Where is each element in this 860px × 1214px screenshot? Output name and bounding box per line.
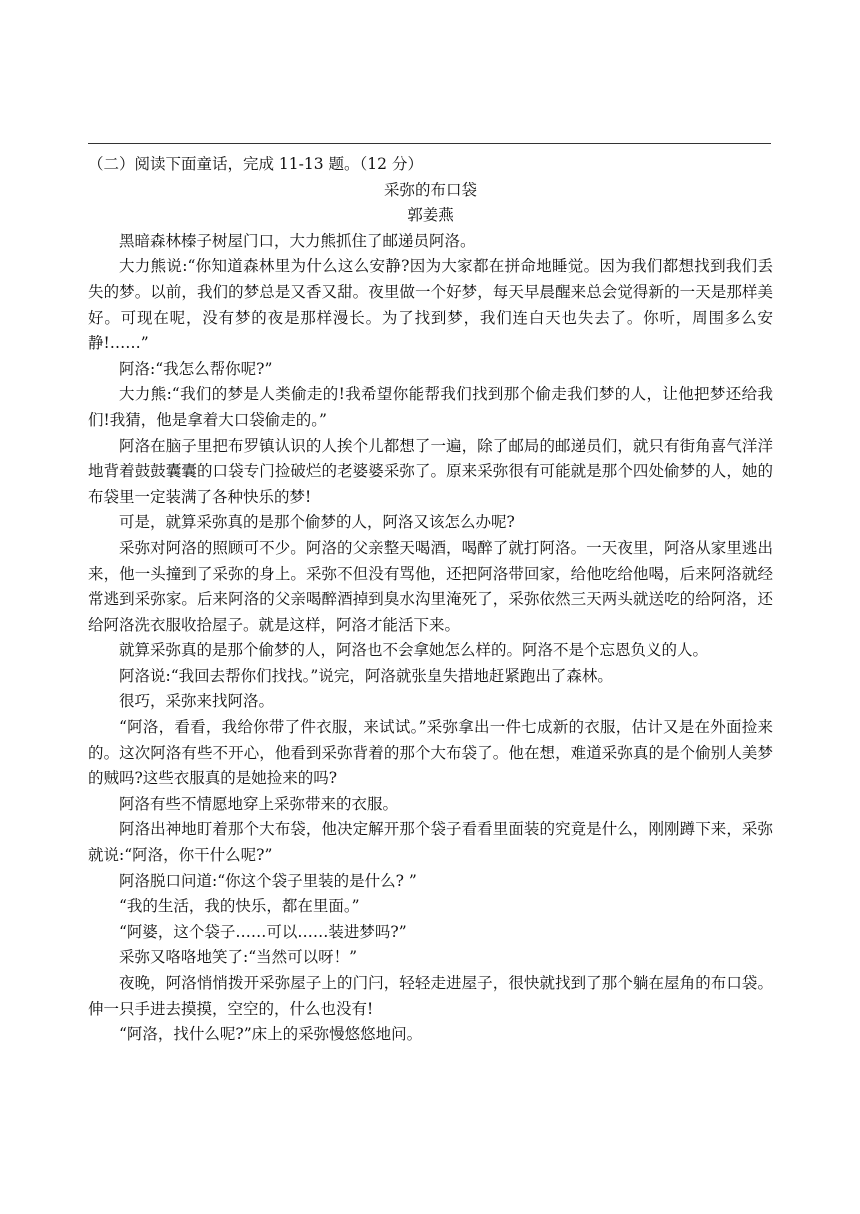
paragraph: 采弥对阿洛的照顾可不少。阿洛的父亲整天喝酒，喝醉了就打阿洛。一天夜里，阿洛从家里逃出来，他一头撞到了采弥的身上。采弥不但没有骂他，还把阿洛带回家，给他吃给他喝，后来阿洛就经常逃到采弥家。后来阿洛的父亲喝醉酒掉到臭水沟里淹死了，采弥依然三天两头就送吃的给阿洛，还给阿洛洗衣服收拾屋子。就是这样，阿洛才能活下来。 <box>88 538 773 634</box>
paragraph: “阿洛，看看，我给你带了件衣服，来试试。”采弥拿出一件七成新的衣服，估计又是在外面捡来的。这次阿洛有些不开心，他看到采弥背着的那个大布袋了。他在想，难道采弥真的是个偷别人美梦的贼吗?这些衣服真的是她捡来的吗? <box>88 718 773 788</box>
reading-passage <box>88 152 773 1048</box>
paragraph: 阿洛在脑子里把布罗镇认识的人挨个儿都想了一遍，除了邮局的邮递员们，就只有街角喜气洋洋地背着鼓鼓囊囊的口袋专门捡破烂的老婆婆采弥了。原来采弥很有可能就是那个四处偷梦的人，她的布袋里一定装满了各种快乐的梦! <box>88 436 773 506</box>
story-title: 采弥的布口袋 <box>383 180 477 199</box>
section-heading: （二）阅读下面童话，完成 11-13 题。（12 分） <box>88 155 423 173</box>
paragraph: “我的生活，我的快乐，都在里面。” <box>119 897 360 916</box>
paragraph: 夜晚，阿洛悄悄拨开采弥屋子上的门闩，轻轻走进屋子，很快就找到了那个躺在屋角的布口袋。伸一只手进去摸摸，空空的，什么也没有! <box>88 974 773 1018</box>
paragraph: “阿婆，这个袋子……可以……装进梦吗?” <box>119 922 407 941</box>
paragraph: 阿洛脱口问道:“你这个袋子里装的是什么? ” <box>119 871 417 890</box>
paragraph: 很巧，采弥来找阿洛。 <box>119 692 275 711</box>
paragraph: 大力熊:“我们的梦是人类偷走的!我希望你能帮我们找到那个偷走我们梦的人，让他把梦还给我们!我猜，他是拿着大口袋偷走的。” <box>88 385 773 429</box>
paragraph: 可是，就算采弥真的是那个偷梦的人，阿洛又该怎么办呢? <box>119 513 515 532</box>
paragraph: 采弥又咯咯地笑了:“当然可以呀！” <box>119 948 358 967</box>
paragraph: 阿洛有些不情愿地穿上采弥带来的衣服。 <box>119 794 399 813</box>
story-author: 郭姜燕 <box>407 206 454 225</box>
paragraph: 阿洛说:“我回去帮你们找找。”说完，阿洛就张皇失措地赶紧跑出了森林。 <box>119 666 613 685</box>
paragraph: 大力熊说:“你知道森林里为什么这么安静?因为大家都在拼命地睡觉。因为我们都想找到我们丢失的梦。以前，我们的梦总是又香又甜。夜里做一个好梦，每天早晨醒来总会觉得新的一天是那样美好。可现在呢，没有梦的夜是那样漫长。为了找到梦，我们连白天也失去了。你听，周围多么安静!……” <box>88 257 773 353</box>
paragraph: 就算采弥真的是那个偷梦的人，阿洛也不会拿她怎么样的。阿洛不是个忘恩负义的人。 <box>119 641 709 660</box>
paragraph: 阿洛出神地盯着那个大布袋，他决定解开那个袋子看看里面装的究竟是什么，刚刚蹲下来，采弥就说:“阿洛，你干什么呢?” <box>88 820 773 865</box>
top-divider-line <box>88 143 771 144</box>
paragraph: 阿洛:“我怎么帮你呢?” <box>119 359 273 378</box>
paragraph: “阿洛，找什么呢?”床上的采弥慢悠悠地问。 <box>119 1025 423 1044</box>
paragraph: 黑暗森林榛子树屋门口，大力熊抓住了邮递员阿洛。 <box>119 231 476 250</box>
